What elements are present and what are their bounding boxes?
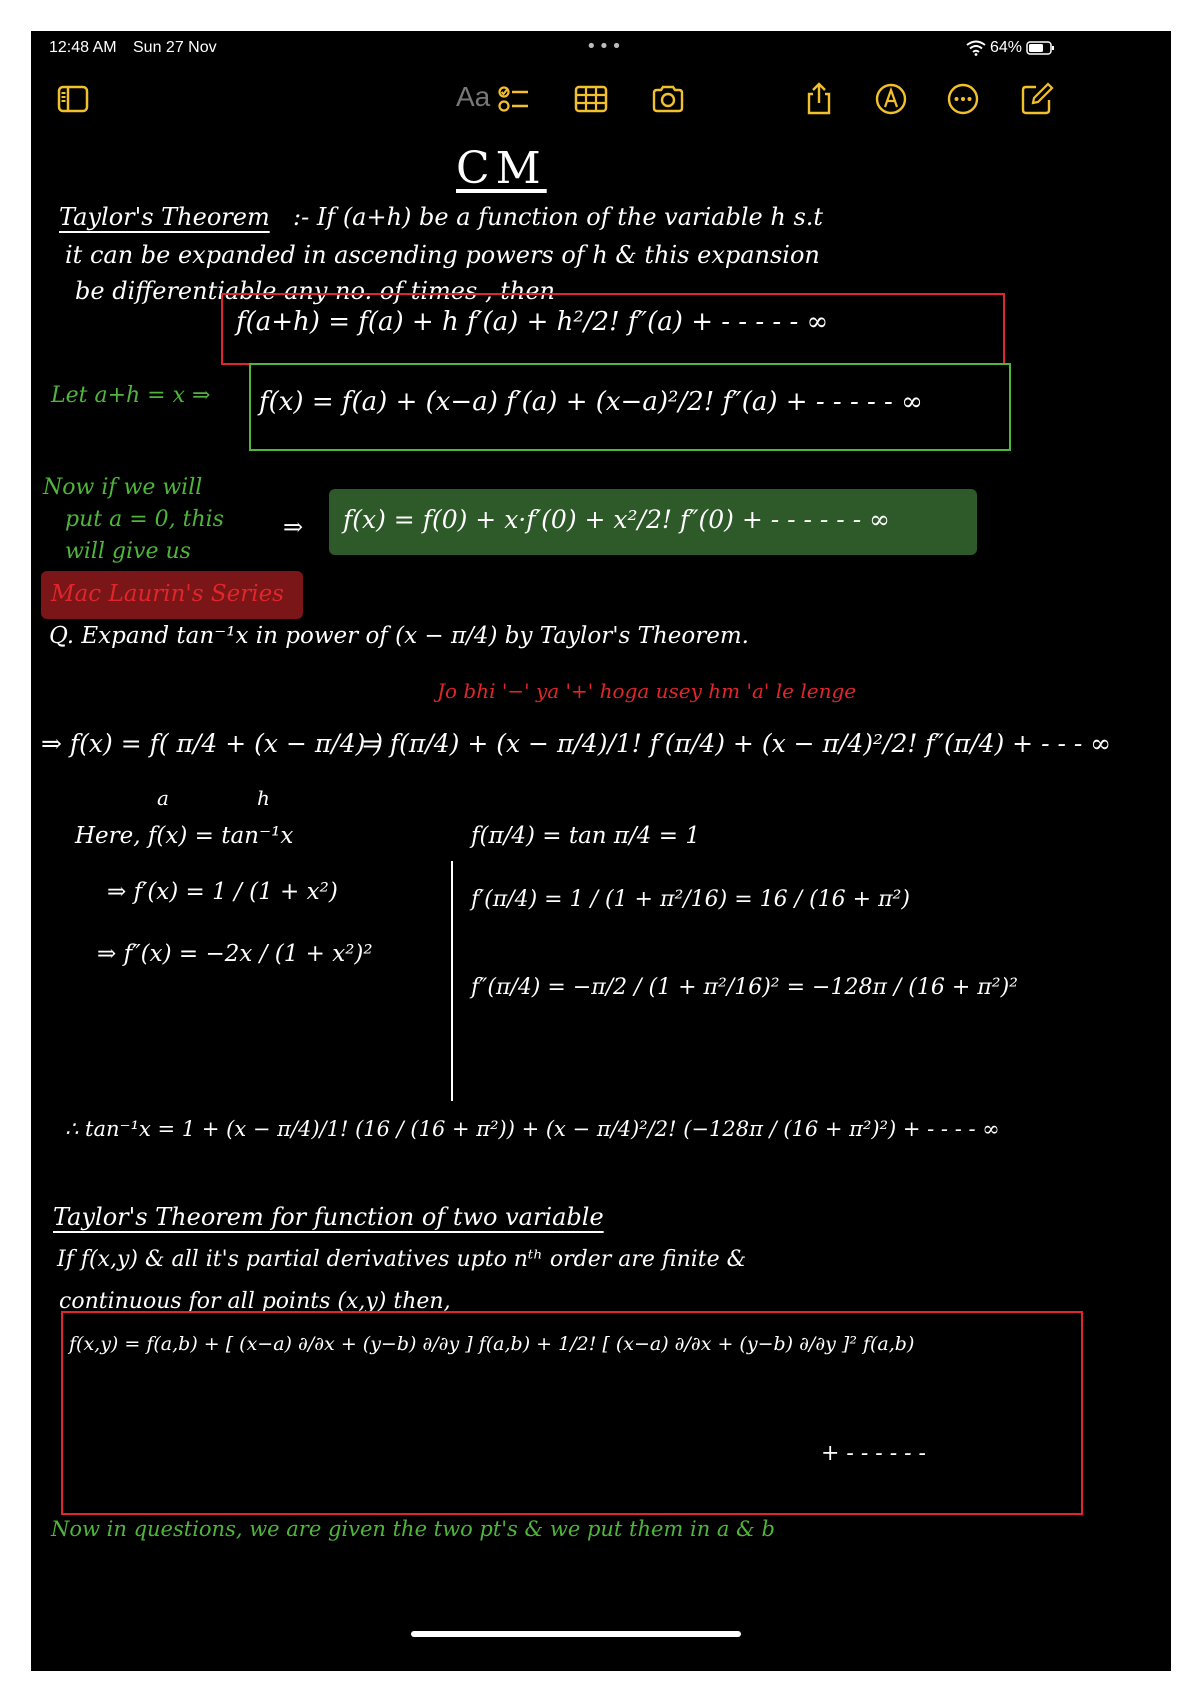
eval-line-1: f(π/4) = tan π/4 = 1 <box>471 823 700 849</box>
let-substitution-label: Let a+h = x ⇒ <box>51 383 211 408</box>
taylor-line-2: it can be expanded in ascending powers of h & this expansion <box>65 241 820 269</box>
two-variable-line-1: If f(x,y) & all it's partial derivatives upto nᵗʰ order are finite & <box>57 1247 747 1272</box>
battery-icon <box>1026 40 1056 56</box>
compose-icon <box>1019 81 1055 117</box>
markup-button[interactable] <box>871 79 911 119</box>
status-time: 12:48 AM <box>49 39 117 56</box>
share-button[interactable] <box>799 79 839 119</box>
sidebar-toggle-button[interactable] <box>53 79 93 119</box>
taylor-formula-2: f(x) = f(a) + (x−a) f′(a) + (x−a)²/2! f″(a) + - - - - - ∞ <box>259 387 923 417</box>
question-text: Q. Expand tan⁻¹x in power of (x − π/4) by Taylor's Theorem. <box>49 623 749 649</box>
footer-note: Now in questions, we are given the two pt's & we put them in a & b <box>51 1517 775 1541</box>
label-a: a <box>157 786 169 810</box>
eval-line-2: f′(π/4) = 1 / (1 + π²/16) = 16 / (16 + π²) <box>471 887 910 912</box>
maclaurin-series-label: Mac Laurin's Series <box>51 581 284 607</box>
markup-pen-icon <box>873 81 909 117</box>
home-indicator[interactable] <box>411 1631 741 1637</box>
here-line-3: ⇒ f″(x) = −2x / (1 + x²)² <box>97 941 373 967</box>
taylor-definition: :- If (a+h) be a function of the variable h s.t <box>293 203 824 231</box>
now-line-1: Now if we will <box>43 475 203 500</box>
here-line-2: ⇒ f′(x) = 1 / (1 + x²) <box>107 879 338 905</box>
eval-line-3: f″(π/4) = −π/2 / (1 + π²/16)² = −128π / (16 + π²)² <box>471 975 1018 1000</box>
taylor-line-3: be differentiable any no. of times , then <box>75 277 555 305</box>
final-result: ∴ tan⁻¹x = 1 + (x − π/4)/1! (16 / (16 + π²)) + (x − π/4)²/2! (−128π / (16 + π²)²) + - - - - ∞ <box>65 1117 1000 1141</box>
multitasking-dots-icon[interactable]: ••• <box>586 36 624 57</box>
notes-screen <box>31 31 1171 1671</box>
table-icon <box>573 81 609 117</box>
taylor-heading: Taylor's Theorem <box>59 203 270 231</box>
now-line-2: put a = 0, this <box>65 507 224 532</box>
status-date: Sun 27 Nov <box>133 39 217 56</box>
implies-arrow: ⇒ <box>283 513 304 541</box>
label-h: h <box>257 786 270 810</box>
note-title: CM <box>456 143 547 194</box>
compose-button[interactable] <box>1017 79 1057 119</box>
ellipsis-circle-icon <box>945 81 981 117</box>
format-button[interactable]: Aa <box>456 81 491 112</box>
table-button[interactable] <box>571 79 611 119</box>
two-variable-heading: Taylor's Theorem for function of two variable <box>53 1203 604 1231</box>
camera-icon <box>650 81 686 117</box>
question-hint: Jo bhi '−' ya '+' hoga usey hm 'a' le lenge <box>437 679 857 703</box>
expansion-lhs: ⇒ f(x) = f( π/4 + (x − π/4) ) <box>41 729 384 758</box>
here-line-1: Here, f(x) = tan⁻¹x <box>75 823 294 849</box>
checklist-icon <box>496 81 532 117</box>
two-variable-tail: + - - - - - - <box>821 1441 926 1466</box>
battery-percent: 64% <box>990 39 1023 56</box>
now-line-3: will give us <box>65 539 191 564</box>
camera-button[interactable] <box>648 79 688 119</box>
checklist-button[interactable] <box>494 79 534 119</box>
more-options-button[interactable] <box>943 79 983 119</box>
status-right <box>966 39 1056 57</box>
taylor-formula-1: f(a+h) = f(a) + h f′(a) + h²/2! f″(a) + - - - - - ∞ <box>236 307 829 337</box>
divider-line <box>451 861 453 1101</box>
two-variable-formula: f(x,y) = f(a,b) + [ (x−a) ∂/∂x + (y−b) ∂/∂y ] f(a,b) + 1/2! [ (x−a) ∂/∂x + (y−b) ∂/∂y ]² f(a,b) <box>69 1333 915 1355</box>
share-icon <box>801 81 837 117</box>
expansion-rhs: = f(π/4) + (x − π/4)/1! f′(π/4) + (x − π/4)²/2! f″(π/4) + - - - ∞ <box>361 729 1112 758</box>
two-variable-line-2: continuous for all points (x,y) then, <box>59 1289 451 1314</box>
sidebar-icon <box>55 81 91 117</box>
maclaurin-formula: f(x) = f(0) + x·f′(0) + x²/2! f″(0) + - - - - - - ∞ <box>343 505 890 534</box>
wifi-icon <box>966 40 986 56</box>
